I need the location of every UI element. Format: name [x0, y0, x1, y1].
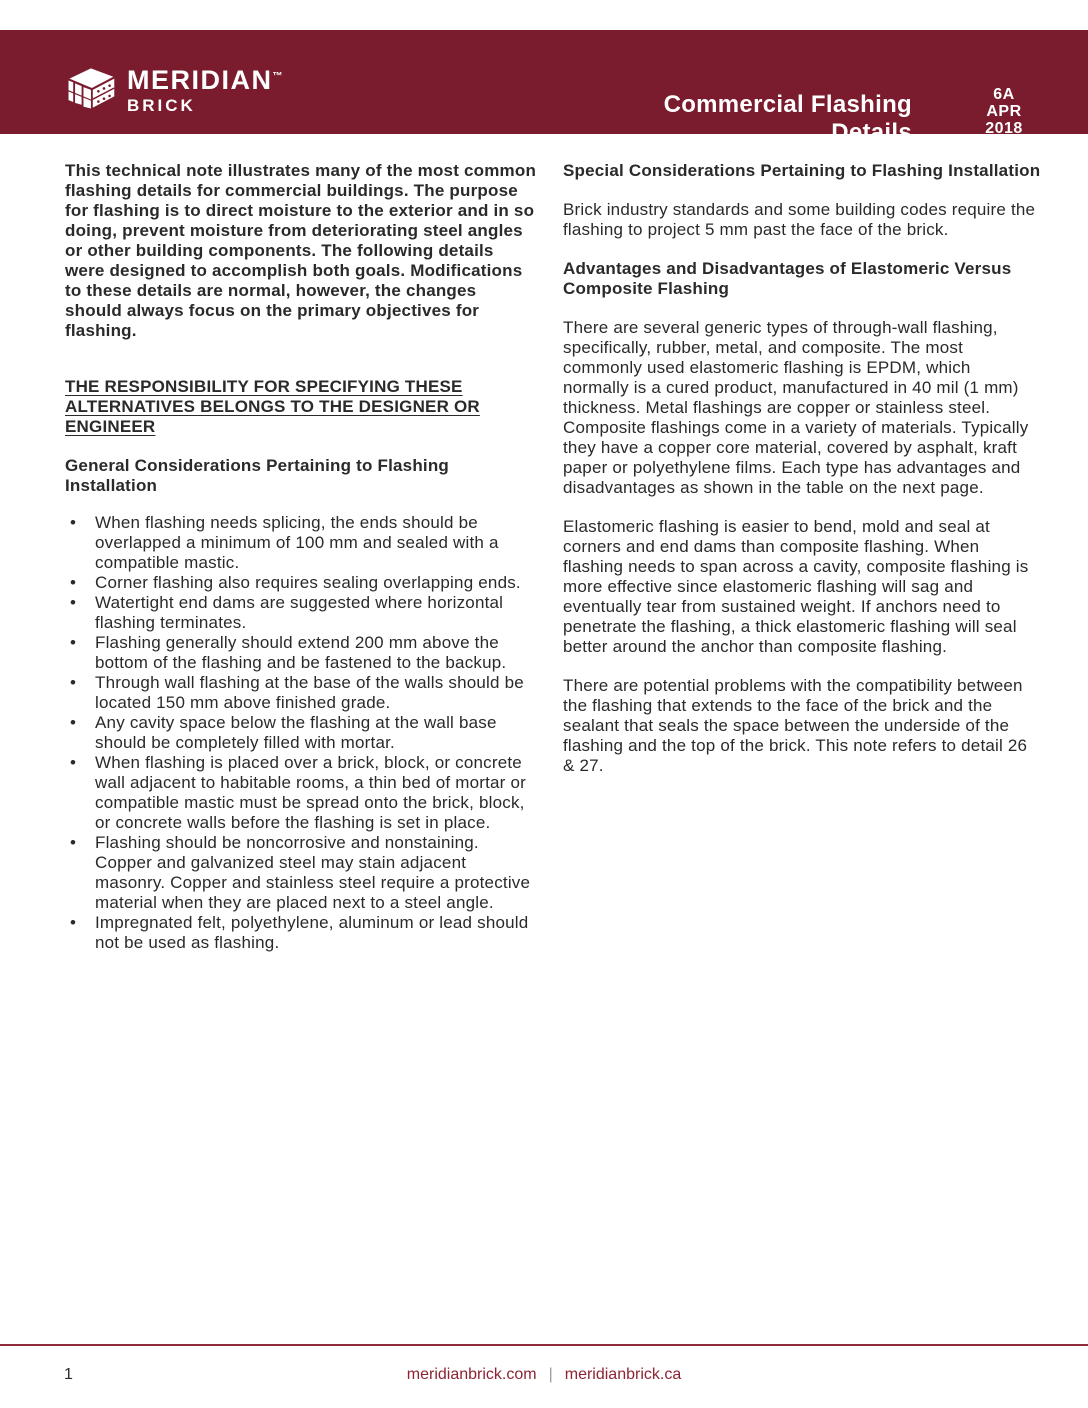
list-item: • When flashing is placed over a brick, block, or concrete wall adjacent to habitable rooms, a thin bed of mortar or compatible mastic must be spread onto the brick, block, or concrete walls before the flashing is set in place.: [95, 753, 537, 833]
footer-divider-rule: [0, 1344, 1088, 1346]
left-column: [65, 161, 537, 953]
document-title: [664, 91, 912, 147]
list-item: • Through wall flashing at the base of the walls should be located 150 mm above finished grade.: [95, 673, 537, 713]
logo-wordmark: [127, 62, 283, 115]
brick-stack-icon: [62, 64, 118, 112]
meridian-brick-logo: [62, 62, 283, 115]
logo-brand-sub: BRICK: [127, 96, 196, 115]
right-column: [563, 161, 1041, 776]
document-title-line1: Commercial Flashing: [663, 91, 912, 118]
document-title-line2: Details: [831, 119, 912, 146]
logo-brand-name: MERIDIAN™: [127, 65, 283, 95]
list-item: • Impregnated felt, polyethylene, aluminum or lead should not be used as flashing.: [95, 913, 537, 953]
doc-year: 2018: [985, 120, 1023, 137]
footer-links: [0, 1366, 1088, 1384]
list-item: • Flashing should be noncorrosive and nonstaining. Copper and galvanized steel may stain adjacent masonry. Copper and stainless steel require a protective material when they are placed next to a steel angle.: [95, 833, 537, 913]
document-code-date: [982, 86, 1026, 137]
paragraph: There are potential problems with the compatibility between the flashing that extends to the face of the brick and the sealant that seals the space between the underside of the flashing and the top of the brick. This note refers to detail 26 & 27.: [563, 676, 1028, 775]
list-item: • Corner flashing also requires sealing overlapping ends.: [95, 573, 537, 593]
doc-code: 6A: [993, 86, 1015, 103]
list-item: • Flashing generally should extend 200 mm above the bottom of the flashing and be fastened to the backup.: [95, 633, 537, 673]
advantages-disadvantages-heading: Advantages and Disadvantages of Elastomeric Versus Composite Flashing: [563, 259, 1012, 298]
trademark-symbol: ™: [272, 71, 283, 82]
paragraph: Brick industry standards and some building codes require the flashing to project 5 mm past the face of the brick.: [563, 200, 1036, 239]
meridianbrick-com-link[interactable]: meridianbrick.com: [406, 1366, 537, 1383]
list-item: • When flashing needs splicing, the ends should be overlapped a minimum of 100 mm and sealed with a compatible mastic.: [95, 513, 537, 573]
paragraph: Elastomeric flashing is easier to bend, mold and seal at corners and end dams than composite flashing. When flashing needs to span across a cavity, composite flashing is more effective since elastomeric flashing will sag and eventually tear from sustained weight. If anchors need to penetrate the flashing, a thick elastomeric flashing will seal better around the anchor than composite flashing.: [563, 517, 1029, 656]
meridianbrick-ca-link[interactable]: meridianbrick.ca: [564, 1366, 682, 1383]
header-band: [0, 30, 1088, 146]
general-considerations-list: [65, 513, 537, 953]
page-number: 1: [64, 1366, 73, 1383]
general-considerations-heading: General Considerations Pertaining to Flashing Installation: [65, 456, 450, 495]
responsibility-heading: THE RESPONSIBILITY FOR SPECIFYING THESE ALTERNATIVES BELONGS TO THE DESIGNER OR ENGINEER: [65, 377, 480, 436]
paragraph: There are several generic types of through-wall flashing, specifically, rubber, metal, and composite. The most commonly used elastomeric flashing is EPDM, which normally is a cured product, manufactured in 40 mil (1 mm) thickness. Metal flashings are copper or stainless steel. Composite flashings come in a variety of materials. Typically they have a copper core material, covered by asphalt, kraft paper or polyethylene films. Each type has advantages and disadvantages as shown in the table on the next page.: [563, 318, 1029, 497]
intro-paragraph: This technical note illustrates many of the most common flashing details for commercial buildings. The purpose for flashing is to direct moisture to the exterior and in so doing, prevent moisture from deteriorating steel angles or other building components. The following details were designed to accomplish both goals. Modifications to these details are normal, however, the changes should always focus on the primary objectives for flashing.: [65, 161, 537, 340]
special-considerations-heading: Special Considerations Pertaining to Flashing Installation: [563, 161, 1041, 180]
doc-month: APR: [986, 103, 1022, 120]
footer-link-separator: |: [548, 1366, 553, 1383]
list-item: • Watertight end dams are suggested where horizontal flashing terminates.: [95, 593, 537, 633]
list-item: • Any cavity space below the flashing at the wall base should be completely filled with mortar.: [95, 713, 537, 753]
